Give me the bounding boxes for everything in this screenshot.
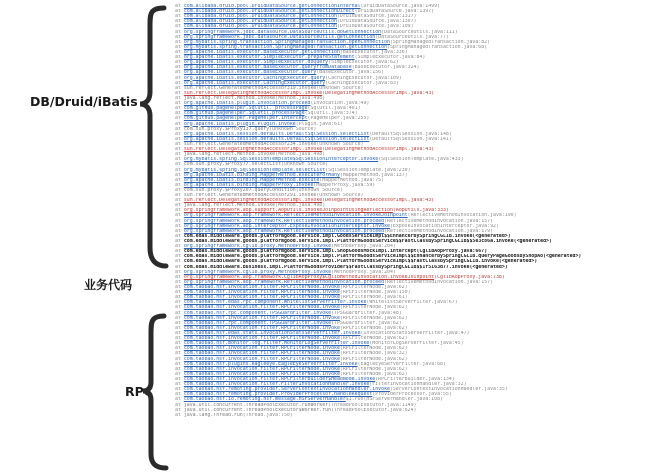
stack-line-method[interactable]: com.github.pagehelper.PageHelper.intercept (183, 116, 308, 122)
stack-line-location: (CachingExecutor.java:83) (325, 80, 399, 86)
stack-line-method[interactable]: org.apache.ibatis.executor.BaseExecutor.queryFromDatabase (183, 65, 352, 71)
stack-line-method[interactable]: org.springframework.jdbc.datasource.DataSourceUtils.getConnection (183, 34, 376, 40)
stack-line-location: (Unknown Source) (269, 126, 317, 132)
stack-line-at: at (175, 19, 181, 25)
stack-line-at: at (175, 172, 181, 178)
stack-line-method[interactable]: com.taobao.hsf.rpc.component.TPSGuardFilter.invoke (183, 320, 332, 326)
stack-line-method[interactable]: org.mybatis.spring.SqlSessionTemplate$SqlSessionInterceptor.invoke (183, 157, 379, 163)
stack-line-location: (DruidDataSource.java:1397) (354, 9, 435, 15)
stack-line-location: (DruidDataSource.java:1317) (336, 14, 417, 20)
stack-line-location: (MapperProxy.java:59) (313, 182, 376, 188)
stack-line-at: at (175, 95, 181, 101)
stack-line-at: at (175, 49, 181, 55)
brace-rpc-icon (143, 316, 166, 468)
stack-line-at: at (175, 361, 181, 367)
stack-line-location: (DelegatingMethodAccessorImpl.java:43) (322, 90, 435, 96)
stack-line-location: (BaseExecutor.java:156) (316, 70, 385, 76)
stack-line-location: (ThreadPoolExecutor.java:1149) (328, 402, 417, 408)
stack-line-at: at (175, 44, 181, 50)
stack-line-location: (SpringManagedTransaction.java:82) (389, 39, 491, 45)
stack-line-location: (SimpleExecutor.java:84) (354, 55, 426, 61)
stack-line-method[interactable]: org.apache.ibatis.executor.SimpleExecutor.doQuery (183, 60, 329, 66)
stack-line-method: com.edas.middleware.goods.platformgood.service.impl. (183, 249, 337, 255)
stack-line-at: at (175, 39, 181, 45)
stack-line-at: at (175, 290, 181, 296)
stack-line-method[interactable]: com.alibaba.druid.pool.DruidDataSource.getConnectionInternal (183, 4, 361, 9)
stack-line-location: (DruidDataSource.java:1499) (360, 4, 441, 9)
stack-line-at: at (175, 162, 181, 168)
stack-line-at: at (175, 203, 181, 209)
stack-line-location: (BaseExecutor.java:324) (351, 65, 420, 71)
stack-line-location: (ThreadPoolExecutor.java:624) (331, 407, 417, 413)
stack-line-location: (Method.java:498) (275, 152, 326, 158)
stack-line-at: at (175, 131, 181, 137)
stack-line-location: (SqlUtil.java:401) (307, 106, 361, 112)
stack-line-method[interactable]: org.apache.ibatis.plugin.Invocation.proceed (183, 101, 311, 107)
stack-line-method[interactable]: org.apache.ibatis.binding.MapperProxy.invoke (183, 182, 314, 188)
stack-line-at: at (175, 167, 181, 173)
stack-line-location: (Unknown Source) (295, 187, 343, 193)
stack-line-location: (Thread.java:750) (242, 412, 293, 418)
stack-line-method[interactable]: org.apache.ibatis.executor.BaseExecutor.getConnection (183, 49, 340, 55)
stack-line-location: (DefaultSqlSession.java:141) (369, 136, 452, 142)
stack-line-at: at (175, 90, 181, 96)
stack-line-method[interactable]: org.apache.ibatis.executor.BaseExecutor.query (183, 70, 317, 76)
stack-line-method[interactable]: org.springframework.cglib.proxy.MethodProxy.invoke (183, 269, 332, 275)
stack-line-at: at (175, 70, 181, 76)
stack-line-method: java.lang.reflect.Method.invoke (183, 152, 276, 158)
stack-line-at: at (175, 29, 181, 35)
stack-line-at: at (175, 366, 181, 372)
stack-line-at: at (175, 346, 181, 352)
stack-line-location: (FilterInvocationHandler.java:32) (369, 382, 467, 388)
stack-line-method[interactable]: com.taobao.hsf.invocation.filter.RPCFilterNode.invoke (183, 325, 340, 331)
stack-line-method: com.edas.middleware.goods.platformgood.service.impl.PlatformGoodsService (183, 254, 396, 260)
stack-line-location: $$FastClassBySpringCGLIB$$1f5163d77.invoke(<generated>) (345, 264, 508, 270)
stack-line-method[interactable]: sun.reflect.DelegatingMethodAccessorImpl.invoke (183, 90, 323, 96)
stack-line-at: at (175, 121, 181, 127)
stack-line-location: (MapperMethod.java:75) (319, 177, 385, 183)
stack-line-at: at (175, 269, 181, 275)
stack-line-method[interactable]: com.taobao.hsf.invocation.filter.RPCFilterNode.invoke (183, 346, 340, 352)
stack-line-method: java.lang.Thread.run (183, 412, 243, 418)
stack-line-location: (RPCFilterNode.java:150) (339, 290, 411, 296)
stack-line-at: at (175, 208, 181, 214)
stack-line-location: (TPSGuardFilter.java:62) (331, 320, 402, 326)
stack-line-at: at (175, 187, 181, 193)
stack-line-location: (SpringManagedTransaction.java:68) (387, 44, 488, 50)
stack-line-at: at (175, 65, 181, 71)
stack-line-method: com.sun.proxy.$Proxy207.queryCondition (183, 187, 296, 193)
stack-line-method[interactable]: com.github.pagehelper.SqlUtil._processPage (183, 106, 308, 112)
stack-line-method[interactable]: com.taobao.hsf.edas.rpc.component.WhitelistServerFilter.invoke (183, 300, 367, 306)
stack-line-at: at (175, 106, 181, 112)
stack-line-at: at (175, 193, 181, 199)
stack-line-method: com.edas.middleware.goods.platformgood.service.impl.PlatformGoodsService (183, 259, 396, 265)
stack-line-location: (TPSGuardFilter.java:48) (331, 310, 402, 316)
stack-line-at: at (175, 325, 181, 331)
stack-line-location: (DruidDataSource.java:1307) (336, 19, 417, 25)
stack-line-method[interactable]: org.apache.ibatis.binding.MapperMethod.executeForMany (183, 172, 340, 178)
stack-line-method[interactable]: com.taobao.hsf.monitor.log.filter.MonitorLogServerFilter.invoke (183, 341, 370, 347)
stack-line-method: java.util.concurrent.ThreadPoolExecutor.runWorker (183, 402, 329, 408)
stack-line-at: at (175, 305, 181, 311)
stack-line-location: (AopUtils.java:333) (392, 208, 449, 214)
stack-line-method[interactable]: sun.reflect.DelegatingMethodAccessorImpl.invoke (183, 147, 323, 153)
stack-line-at: at (175, 223, 181, 229)
stack-line-at: at (175, 80, 181, 86)
stack-line-location: (ReflectiveMethodInvocation.java:190) (407, 213, 517, 219)
stack-line-location: (Plugin.java:61) (295, 121, 343, 127)
stack-line-at: at (175, 407, 181, 413)
stack-line-method[interactable]: org.apache.ibatis.executor.SimpleExecutor.prepareStatement (183, 55, 355, 61)
stack-line-at: at (175, 310, 181, 316)
stack-line-location: (DataSourceUtils.java:77) (375, 34, 449, 40)
stack-line-method[interactable]: com.alibaba.druid.pool.DruidDataSource.getConnectionDirect (183, 9, 355, 15)
stack-line-at: at (175, 259, 181, 265)
stack-line-method[interactable]: org.apache.ibatis.session.defaults.DefaultSqlSession.selectList (183, 136, 370, 142)
stack-line-method[interactable]: com.taobao.hsf.invocation.filter.RPCFilterNode.invoke (183, 315, 340, 321)
stack-line-at: at (175, 412, 181, 418)
stack-line-at: at (175, 75, 181, 81)
stack-line-at: at (175, 111, 181, 117)
stack-line-location: GoodsServiceImpl$$EnhancerBySpringCGLIB.invoke(<generated>) (336, 233, 511, 239)
stack-line-location: (Unknown Source) (316, 85, 364, 91)
stack-line-at: at (175, 182, 181, 188)
stack-line-at: at (175, 233, 181, 239)
stack-line-location: (SqlSessionTemplate.java:433) (378, 157, 464, 163)
stack-line-method[interactable]: com.taobao.hsf.io.remoting.hsf.message.HSFServerHandler (183, 397, 346, 403)
stack-line-method: sun.reflect.GeneratedMethodAccessor234.invoke (183, 141, 317, 147)
stack-line-location: (DelegatingMethodAccessorImpl.java:43) (322, 198, 435, 204)
stack-line (175, 413, 655, 418)
stack-line-method[interactable]: org.apache.ibatis.binding.MapperMethod.execute (183, 177, 320, 183)
stack-line-at: at (175, 274, 181, 280)
stack-line-method[interactable]: com.taobao.hsf.invocation.filter.RPCFilterNode.invoke (183, 305, 340, 311)
stack-line-at: at (175, 228, 181, 234)
stack-line-method[interactable]: org.springframework.aop.framework.ReflectiveMethodInvocation.proceed (183, 228, 385, 234)
stack-line-method[interactable]: org.springframework.aop.framework.CglibAopProxy$CglibMethodInvocation.invokeJoinpoint (183, 274, 435, 280)
stack-line-location: (MethodProxy.java:204) (331, 244, 396, 250)
stack-line-at: at (175, 157, 181, 163)
stack-line-at: at (175, 376, 181, 382)
stack-line-at: at (175, 382, 181, 388)
stack-line-at: at (175, 300, 181, 306)
stack-line-at: at (175, 116, 181, 122)
stack-line-location: (SqlUtil.java:374) (304, 111, 358, 117)
stack-line-location: (SqlSessionTemplate.java:230) (325, 167, 411, 173)
stack-line-location: (RPCFilterNode.java:61) (339, 295, 408, 301)
stack-line-method[interactable]: com.taobao.hsf.rpc.component.TPSGuardFilter.invoke (183, 310, 332, 316)
stack-line-location: (InvocationStatsServerFilter.java:47) (360, 331, 470, 336)
stack-line-method[interactable]: com.taobao.hsf.remoting.provider.ProviderProcessor.handleRequest (183, 392, 373, 398)
stack-line-at: at (175, 24, 181, 30)
stack-line-method: com.sun.proxy.$Proxy77.selectList (183, 162, 282, 168)
stack-line-location: $1.run(HSFServerHandler.java:108) (345, 397, 443, 403)
stack-line-location: Impl$$EnhancerBySpringCGLIB.queryPageGoodsByShopAo(<generated>) (395, 254, 582, 260)
stack-line-location: (RPCFilterNode.java:62) (339, 325, 408, 331)
stack-line-location: (PageHelper.java:255) (307, 116, 370, 122)
stack-line-method[interactable]: org.apache.ibatis.executor.CachingExecutor.query (183, 80, 326, 86)
stack-line-at: at (175, 392, 181, 398)
stack-line-method: java.lang.reflect.Method.invoke (183, 203, 276, 209)
stack-line-method[interactable]: org.mybatis.spring.transaction.SpringManagedTransaction.openConnection (183, 39, 390, 45)
stack-line-at: at (175, 387, 181, 393)
stack-line-at: at (175, 198, 181, 204)
stack-line-method[interactable]: org.springframework.aop.framework.ReflectiveMethodInvocation.proceed (183, 218, 385, 224)
stack-line-method[interactable]: com.taobao.hsf.remoting.provider.ServerContextInvocationHandler.invoke (183, 387, 390, 393)
stack-line-method[interactable]: com.taobao.hsf.edas.stats.InvocationStatsServerFilter.invoke (183, 331, 361, 336)
stack-line-at: at (175, 218, 181, 224)
brace-graphics (0, 0, 180, 475)
stack-line-method[interactable]: org.springframework.aop.framework.ReflectiveMethodInvocation.proceed (183, 279, 385, 285)
stack-line-location: (DruidDataSource.java:109) (336, 24, 414, 30)
stack-line-method[interactable]: com.taobao.hsf.invocation.filter.RPCFilterNode.invoke (183, 285, 340, 291)
stack-line-at: at (175, 249, 181, 255)
stack-line-at: at (175, 9, 181, 15)
stack-line-location: (RPCFilterBuilder.java:134) (375, 376, 455, 382)
stack-line-at: at (175, 85, 181, 91)
stack-line-method: java.lang.reflect.Method.invoke (183, 95, 276, 101)
stack-line-at: at (175, 356, 181, 362)
stack-line-location: (ExposeInvocationInterceptor.java:92) (389, 223, 499, 229)
stack-line-method[interactable]: org.mybatis.spring.transaction.SpringManagedTransaction.getConnection (183, 44, 388, 50)
stack-line-at: at (175, 341, 181, 347)
stack-line-at: at (175, 152, 181, 158)
label-business-code: 业务代码 (84, 278, 133, 292)
stack-line-at: at (175, 254, 181, 260)
stack-line-method[interactable]: org.springframework.aop.framework.ReflectiveMethodInvocation.invokeJoinpoint (183, 213, 408, 219)
stack-line-method[interactable]: com.taobao.hsf.invocation.filter.RPCFilterNode.invoke (183, 351, 340, 357)
stack-line-at: at (175, 244, 181, 250)
stack-line-location: ShopGoodsMockImpl.intercept(CglibAopProxy.java:667) (336, 249, 488, 255)
stack-line-location: (Method.java:498) (275, 203, 326, 209)
stack-line-method[interactable]: com.taobao.hsf.invocation.filter.RPCFilterNode.invoke (183, 336, 340, 342)
stack-line-location: (DelegatingMethodAccessorImpl.java:43) (322, 147, 435, 153)
stack-line-method[interactable]: sun.reflect.DelegatingMethodAccessorImpl.invoke (183, 198, 323, 204)
stack-line-at: at (175, 239, 181, 245)
stack-line-location: (Invocation.java:49) (310, 101, 370, 107)
stack-line-at: at (175, 141, 181, 147)
stack-line-at: at (175, 320, 181, 326)
stack-line-location: (RPCFilterNode.java:62) (339, 346, 408, 352)
stack-line-at: at (175, 14, 181, 20)
stack-line-method[interactable]: org.mybatis.spring.SqlSessionTemplate.selectList (183, 167, 326, 173)
stack-line-at: at (175, 295, 181, 301)
stack-line-at: at (175, 126, 181, 132)
stack-line-method[interactable]: org.apache.ibatis.session.defaults.DefaultSqlSession.selectList (183, 131, 370, 137)
stack-line-location: (RPCFilterNode.java:62) (339, 336, 408, 342)
stack-line-method[interactable]: com.taobao.hsf.invocation.filter.RPCFilterBuilder$HeadNode.invoke (183, 376, 376, 382)
stack-line-location: (RPCFilterNode.java:62) (339, 371, 408, 377)
stack-line-at: at (175, 60, 181, 66)
stack-line-method[interactable]: org.apache.ibatis.plugin.Plugin.invoke (183, 121, 296, 127)
stack-line-location: (DataSourceUtils.java:111) (381, 29, 458, 35)
stack-line-at: at (175, 351, 181, 357)
stack-line-at: at (175, 402, 181, 408)
stack-line-method[interactable]: com.taobao.hsf.invocation.filter.RPCFilterNode.invoke (183, 295, 340, 301)
stack-line-at: at (175, 279, 181, 285)
stack-line-method[interactable]: com.alibaba.druid.pool.DruidDataSource.getConnection (183, 19, 337, 25)
stack-line-location: (WhitelistServerFilter.java:67) (366, 300, 458, 306)
stack-line-location: (Unknown Source) (281, 162, 329, 168)
stack-line-method[interactable]: org.springframework.cglib.proxy.MethodProxy.invoke (183, 244, 332, 250)
stack-line-at: at (175, 331, 181, 336)
stack-line-method[interactable]: com.alibaba.druid.pool.DruidDataSource.getConnection (183, 24, 337, 30)
stack-line-method[interactable]: org.springframework.aop.interceptor.ExposeInvocationInterceptor.invoke (183, 223, 390, 229)
stack-line-method: com.edas.middleware.goods.platformgood.service.impl. (183, 233, 337, 239)
stack-line-method[interactable]: com.alibaba.druid.pool.DruidDataSource.getConnection (183, 14, 337, 20)
stack-line-location: (BaseExecutor.java:336) (339, 49, 408, 55)
stack-line-method[interactable]: org.apache.ibatis.executor.CachingExecutor.query (183, 75, 326, 81)
stack-line-location: (Method.java:498) (275, 95, 326, 101)
stack-line-method[interactable]: com.taobao.hsf.invocation.filter.RPCFilterNode.invoke (183, 290, 340, 296)
stack-line-location: (CglibAopProxy.java:738) (434, 274, 505, 280)
stack-line-at: at (175, 101, 181, 107)
stack-line-at: at (175, 336, 181, 342)
label-db-druid-ibatis: DB/Druid/iBatis (30, 94, 138, 109)
stack-line-method[interactable]: com.taobao.hsf.invocation.filter.RPCFilterNode.invoke (183, 356, 340, 362)
stack-line-location: (MapperMethod.java:137) (339, 172, 408, 178)
brace-db-icon (140, 8, 166, 266)
stack-line-location: (RPCFilterNode.java:62) (339, 356, 408, 362)
stack-line-location: (SimpleExecutor.java:62) (328, 60, 399, 66)
stack-line-location: (RPCFilterNode.java:62) (339, 305, 408, 311)
stack-line-at: at (175, 55, 181, 61)
stack-line-method[interactable]: org.springframework.jdbc.datasource.DataSourceUtils.doGetConnection (183, 29, 382, 35)
stack-line-at: at (175, 371, 181, 377)
stack-line-location: $$FastClassBySpringCGLIB$$5e3c86a.invoke(<generated>) (395, 239, 552, 245)
stack-line-method: com.edas.middleware.goods.platformgood.service.impl.PlatformGoodsService (183, 239, 396, 245)
stack-line-at: at (175, 285, 181, 291)
stack-line-location: (CachingExecutor.java:109) (325, 75, 402, 81)
stack-line-location: (Unknown Source) (316, 193, 364, 199)
stack-line-method[interactable]: com.taobao.hsf.invocation.filter.FilterInvocationHandler.invoke (183, 382, 370, 388)
stack-line-location: (MethodProxy.java:204) (331, 269, 396, 275)
stack-line-location: (RPCFilterNode.java:62) (339, 366, 408, 372)
stack-line-location: (RPCFilterNode.java:62) (339, 285, 408, 291)
stack-line-method: java.util.concurrent.ThreadPoolExecutor$Worker.run (183, 407, 332, 413)
stack-line-method[interactable]: com.taobao.hsf.invocation.filter.RPCFilterNode.invoke (183, 371, 340, 377)
stack-line-method: com.sun.proxy.$Proxy137.query (183, 126, 270, 132)
stack-line-method[interactable]: com.taobao.hsf.plugins.eagleeye.EagleEyeServerFilter.invoke (183, 361, 358, 367)
stack-line-at: at (175, 4, 181, 9)
stack-line-at: at (175, 397, 181, 403)
stack-line-location: (ReflectiveMethodInvocation.java:157) (384, 218, 494, 224)
stack-line-at: at (175, 147, 181, 153)
stack-line-location: Impl$$FastClassBySpringCGLIB.invoke(<generated>) (395, 259, 538, 265)
stack-line-method: com.edas.middleware.business.impl.PlatformGoodsProvider (183, 264, 346, 270)
stack-line-at: at (175, 213, 181, 219)
stack-trace (175, 4, 655, 418)
label-rpc: RPC (125, 384, 153, 399)
stack-line-method[interactable]: org.springframework.aop.support.AopUtils.invokeJoinpointUsingReflection (183, 208, 393, 214)
stack-line-location: (ProviderProcessor.java:55) (372, 392, 452, 398)
stack-line-location: (ReflectiveMethodInvocation.java:157) (384, 279, 494, 285)
stack-line-method: sun.reflect.GeneratedMethodAccessor291.invoke (183, 193, 317, 199)
stack-line-at: at (175, 264, 181, 270)
stack-line-location: (ServerContextInvocationHandler.java:35) (389, 387, 508, 393)
stack-line-method[interactable]: com.taobao.hsf.invocation.filter.RPCFilterNode.invoke (183, 366, 340, 372)
stack-line-at: at (175, 315, 181, 321)
stack-line-location: (RPCFilterNode.java:32) (339, 351, 408, 357)
stack-line-method[interactable]: com.github.pagehelper.SqlUtil.processPage (183, 111, 305, 117)
stack-line-at: at (175, 136, 181, 142)
stack-line-at: at (175, 34, 181, 40)
stack-line-location: (DefaultSqlSession.java:148) (369, 131, 452, 137)
stack-line-location: (Unknown Source) (316, 141, 364, 147)
stack-line-location: (MonitorLogServerFilter.java:45) (369, 341, 464, 347)
stack-line-location: (ReflectiveMethodInvocation.java:179) (384, 228, 494, 234)
stack-line-location: (RPCFilterNode.java:62) (339, 315, 408, 321)
stack-line-method: sun.reflect.GeneratedMethodAccessor319.invoke (183, 85, 317, 91)
stack-line-at: at (175, 177, 181, 183)
stack-line-location: (EagleEyeServerFilter.java:68) (357, 361, 446, 367)
